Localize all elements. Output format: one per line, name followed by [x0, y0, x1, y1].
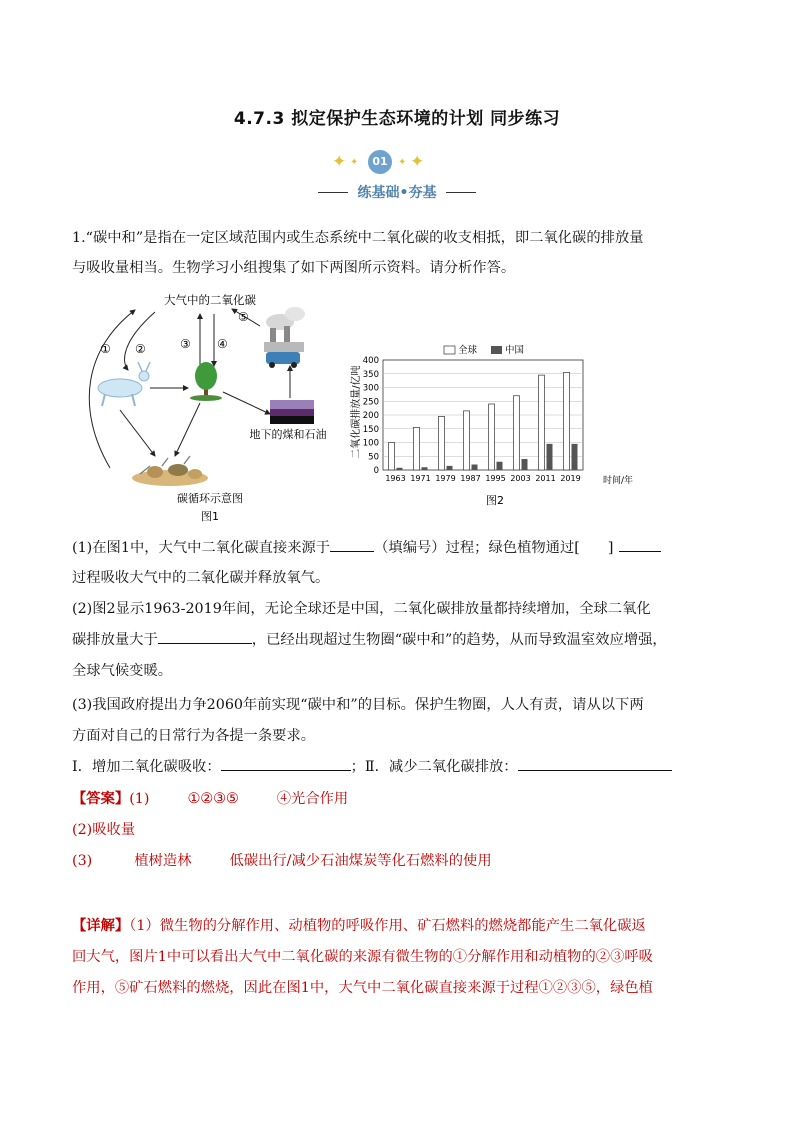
q3-item2: Ⅱ．减少二氧化碳排放： — [364, 759, 518, 775]
tree-icon — [190, 362, 222, 401]
sub-question-3 — [72, 690, 724, 783]
answer-1-num: (1) — [129, 791, 150, 807]
x-tick-label: 2011 — [535, 474, 556, 483]
bar-china — [572, 444, 578, 470]
section-header — [0, 182, 794, 202]
x-tick-label: 1987 — [460, 474, 481, 483]
sparkle-icon-small: ✦ — [350, 157, 359, 168]
q1-part2: （填编号）过程；绿色植物通过[ — [374, 540, 580, 556]
atmosphere-co2-label: 大气中的二氧化碳 — [164, 293, 256, 307]
flow-arrow — [223, 392, 270, 414]
arrow-2 — [125, 312, 155, 370]
bar-global — [489, 404, 495, 470]
answer-1-value-1: ①②③⑤ — [187, 791, 239, 807]
question-intro-line: 1.“碳中和”是指在一定区域范围内或生态系统中二氧化碳的收支相抵，即二氧化碳的排放量 — [72, 230, 644, 246]
arrow-label-1: ① — [100, 342, 111, 356]
x-tick-label: 1995 — [485, 474, 506, 483]
legend-swatch-global — [444, 346, 455, 354]
bar-china — [397, 468, 403, 470]
answer-3-value-1: 植树造林 — [134, 853, 192, 869]
bar-global — [539, 375, 545, 470]
q3-blank-1[interactable] — [221, 754, 351, 771]
x-tick-label: 2003 — [510, 474, 531, 483]
q3-line1: (3)我国政府提出力争2060年前实现“碳中和”的目标。保护生物圈，人人有责，请从以下两 — [72, 697, 644, 713]
deer-icon — [98, 362, 150, 406]
decomposer-icon — [132, 456, 208, 486]
sub-question-2 — [72, 594, 724, 687]
x-tick-label: 2019 — [560, 474, 581, 483]
sub-question-1 — [72, 533, 724, 593]
sparkle-icon: ✦ — [332, 152, 347, 172]
q3-item1: Ⅰ．增加二氧化碳吸收： — [72, 759, 221, 775]
q3-blank-2[interactable] — [518, 754, 672, 771]
q2-line1: (2)图2显示1963-2019年间，无论全球还是中国，二氧化碳排放量都持续增加，全球二氧化 — [72, 601, 651, 617]
detail-line: （1）微生物的分解作用、动植物的呼吸作用、矿石燃料的燃烧都能产生二氧化碳返 — [129, 918, 646, 934]
detail-block — [72, 911, 724, 1004]
flow-arrow — [175, 403, 200, 456]
arrow-label-5: ⑤ — [238, 310, 249, 324]
y-tick-label: 200 — [362, 411, 379, 421]
detail-tag: 【详解】 — [72, 918, 130, 934]
factory-car-icon — [264, 307, 305, 368]
bar-global — [514, 396, 520, 470]
q1-part3: ] — [607, 540, 614, 556]
chart-ylabel: 二氧化碳排放量/亿吨 — [351, 365, 362, 459]
arrow-label-3: ③ — [180, 337, 191, 351]
bar-global — [414, 427, 420, 470]
answer-1-value-2: ④光合作用 — [276, 791, 349, 807]
y-tick-label: 50 — [368, 452, 379, 463]
legend-swatch-china — [491, 346, 502, 354]
y-tick-label: 250 — [362, 397, 379, 408]
q2-line2b: ，已经出现超过生物圈“碳中和”的趋势，从而导致温室效应增强， — [251, 632, 667, 648]
answer-3-num: (3) — [72, 853, 93, 869]
detail-line: 回大气，图片1中可以看出大气中二氧化碳的来源有微生物的①分解作用和动植物的②③呼吸 — [72, 949, 653, 965]
answer-2-value: 吸收量 — [92, 822, 136, 838]
bar-china — [422, 467, 428, 470]
flow-arrow — [120, 410, 155, 456]
q1-part4: 过程吸收大气中的二氧化碳并释放氧气。 — [72, 570, 330, 586]
q3-line2: 方面对自己的日常行为各提一条要求。 — [72, 728, 316, 744]
section-number-badge: 01 — [368, 150, 392, 174]
question-intro-line: 与吸收量相当。生物学习小组搜集了如下两图所示资料。请分析作答。 — [72, 260, 516, 276]
q2-line2a: 碳排放量大于 — [72, 632, 158, 648]
sparkle-icon-small: ✦ — [398, 157, 407, 168]
question-intro — [72, 223, 724, 283]
answer-3-value-2: 低碳出行/减少石油煤炭等化石燃料的使用 — [229, 853, 492, 869]
q1-blank-1[interactable] — [330, 535, 374, 552]
divider — [446, 192, 476, 193]
q2-line3: 全球气候变暖。 — [72, 663, 173, 679]
y-tick-label: 100 — [362, 438, 379, 449]
y-tick-label: 0 — [373, 466, 379, 476]
detail-line: 作用，⑤矿石燃料的燃烧，因此在图1中，大气中二氧化碳直接来源于过程①②③⑤，绿色植 — [72, 980, 653, 996]
bar-china — [472, 465, 478, 471]
bar-global — [464, 411, 470, 470]
x-tick-label: 1963 — [385, 474, 406, 483]
bar-china — [547, 444, 553, 470]
answer-block — [72, 784, 724, 877]
legend-china-label: 中国 — [505, 345, 525, 356]
bar-global — [389, 443, 395, 471]
section-label: 练基础•夯基 — [357, 185, 437, 201]
figure1-inner-caption: 碳循环示意图 — [177, 492, 243, 505]
figure2-caption: 图2 — [486, 494, 504, 507]
divider — [318, 192, 348, 193]
bar-china — [447, 466, 453, 470]
legend-global-label: 全球 — [458, 345, 478, 356]
carbon-cycle-diagram — [80, 288, 350, 528]
y-tick-label: 400 — [362, 356, 379, 366]
arrow-label-2: ② — [135, 342, 146, 356]
sparkle-icon: ✦ — [410, 152, 425, 172]
arrow-label-4: ④ — [217, 337, 228, 351]
y-tick-label: 150 — [362, 424, 379, 435]
y-tick-label: 350 — [362, 369, 379, 380]
answer-tag: 【答案】 — [72, 791, 130, 807]
figure1-caption: 图1 — [201, 510, 219, 523]
bar-china — [497, 462, 503, 470]
chart-xlabel: 时间/年 — [603, 476, 634, 486]
page-title: 4.7.3 拟定保护生态环境的计划 同步练习 — [233, 109, 561, 129]
emission-bar-chart — [345, 338, 645, 518]
q1-part1: (1)在图1中，大气中二氧化碳直接来源于 — [72, 540, 331, 556]
fuel-label: 地下的煤和石油 — [249, 428, 327, 441]
bar-global — [564, 372, 570, 470]
x-tick-label: 1979 — [435, 474, 456, 483]
q2-blank[interactable] — [158, 627, 252, 644]
y-tick-label: 300 — [362, 383, 379, 394]
answer-2-num: (2) — [72, 822, 93, 838]
bar-global — [439, 416, 445, 470]
x-tick-label: 1971 — [410, 474, 431, 483]
coal-oil-icon — [270, 400, 314, 424]
q3-sep: ； — [350, 759, 365, 775]
q1-blank-2[interactable] — [619, 535, 661, 552]
section-badge-row — [0, 150, 794, 180]
bar-china — [522, 459, 528, 470]
